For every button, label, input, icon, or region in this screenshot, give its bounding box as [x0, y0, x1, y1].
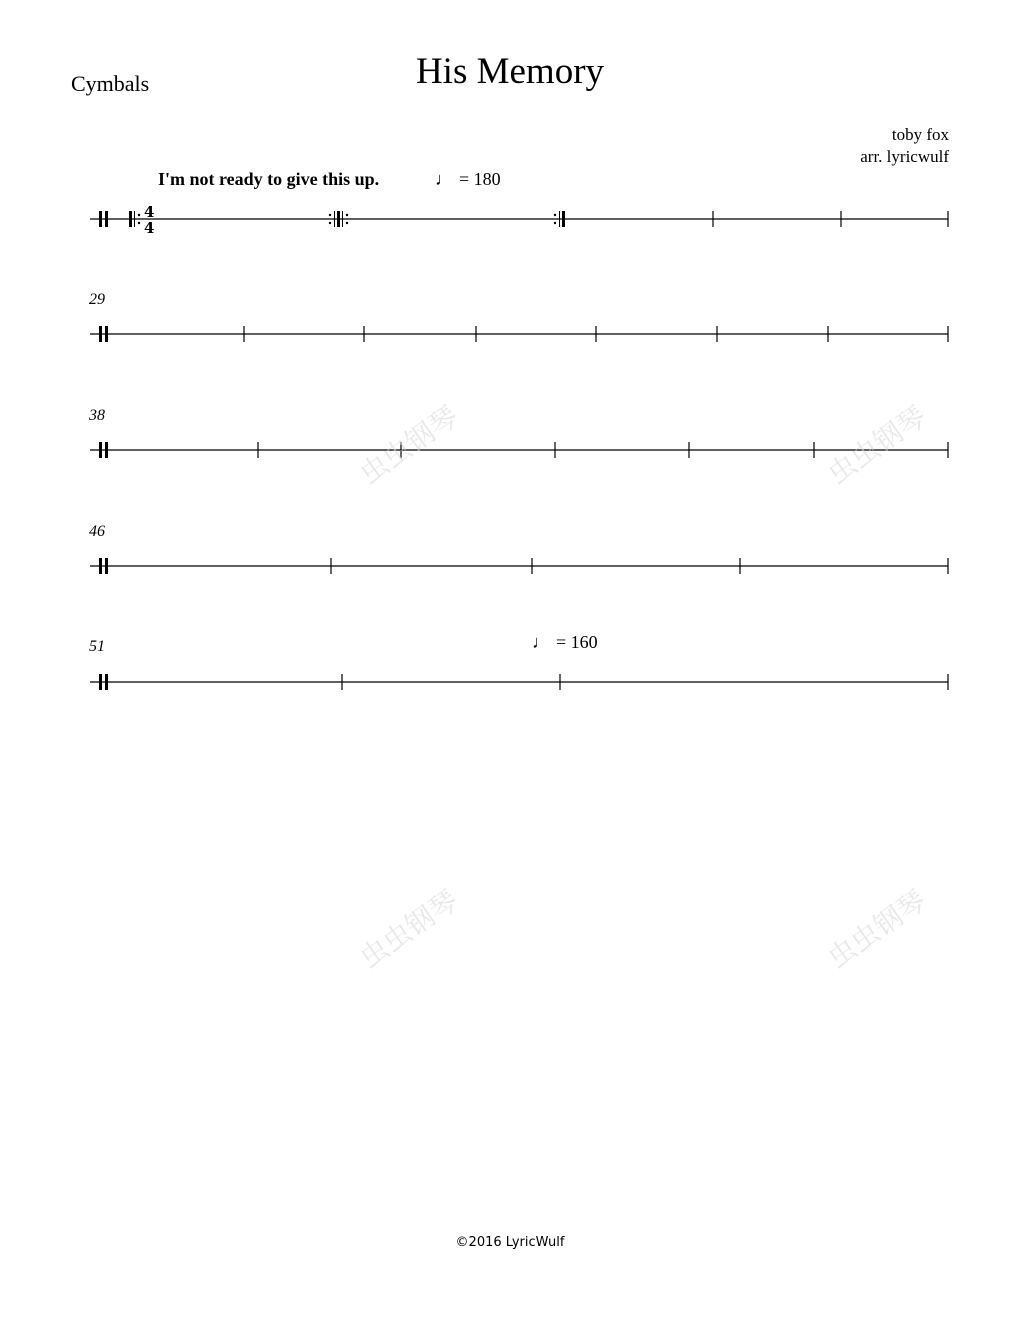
- composer: toby fox: [891, 125, 949, 144]
- watermark: 虫虫钢琴: [821, 883, 933, 975]
- measure-number: 29: [89, 291, 105, 308]
- measure-number: 51: [89, 638, 105, 655]
- time-signature: [144, 203, 154, 237]
- measure-number: 46: [89, 523, 105, 540]
- arranger: arr. lyricwulf: [860, 147, 949, 166]
- tempo-value: = 160: [556, 632, 598, 652]
- tempo-value: = 180: [459, 169, 501, 189]
- time-signature-denominator: 4: [144, 219, 155, 237]
- score-title: His Memory: [415, 51, 605, 92]
- time-signature-numerator: 4: [144, 203, 155, 221]
- watermark: 虫虫钢琴: [821, 399, 933, 491]
- staff-system-3: [90, 442, 948, 458]
- quarter-note-icon: ♩: [435, 169, 453, 189]
- staff-system-2: [90, 326, 948, 342]
- measure-number: 38: [89, 407, 105, 424]
- instrument-name: Cymbals: [71, 71, 150, 96]
- staff-system-4: [90, 558, 948, 574]
- watermark: 虫虫钢琴: [353, 399, 465, 491]
- staff-system-5: [90, 674, 948, 690]
- copyright-footer: ©2016 LyricWulf: [455, 1235, 565, 1250]
- expression-text: I'm not ready to give this up.: [158, 169, 380, 189]
- staff-system-1: [90, 203, 948, 237]
- watermark: 虫虫钢琴: [353, 883, 465, 975]
- quarter-note-icon: ♩: [532, 632, 550, 652]
